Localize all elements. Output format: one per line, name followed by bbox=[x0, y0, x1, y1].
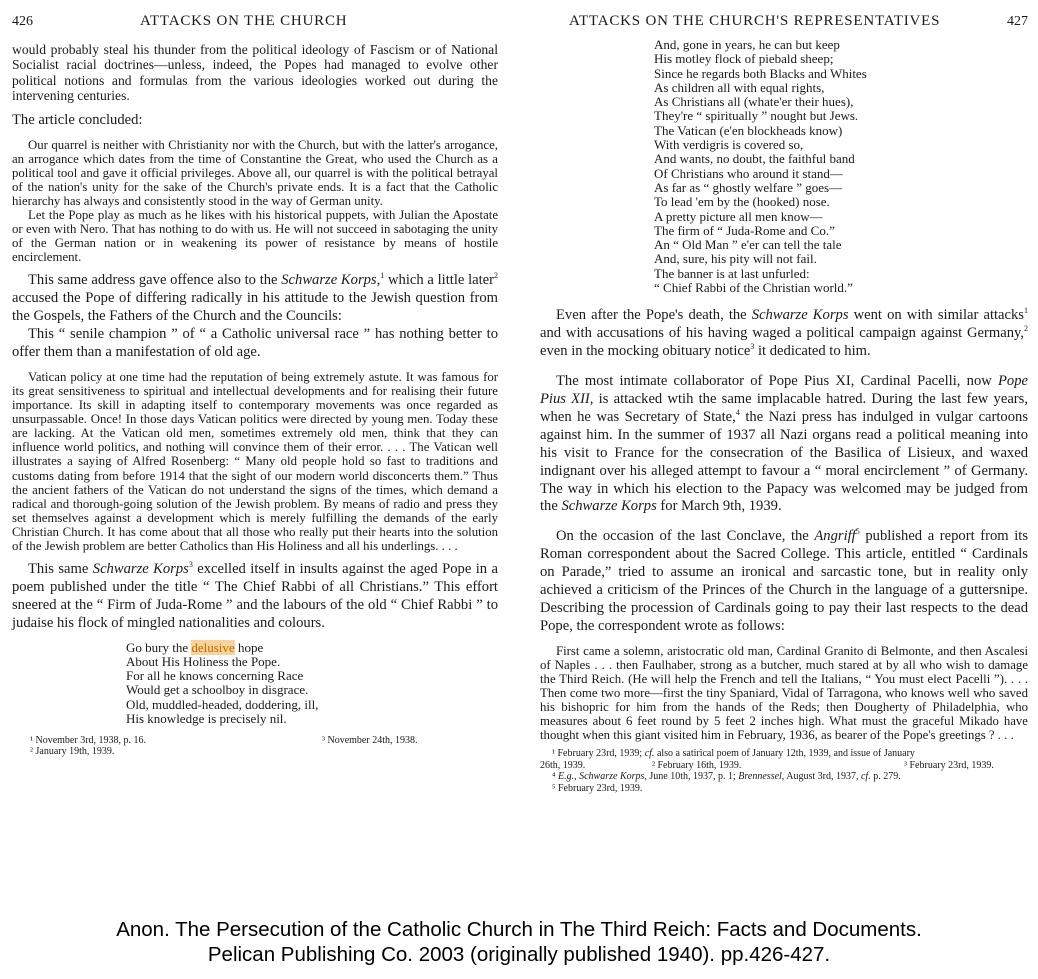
footnote-1: ¹ November 3rd, 1938, p. 16. bbox=[30, 734, 147, 746]
left-page bbox=[12, 8, 498, 758]
left-footnotes bbox=[12, 735, 498, 758]
poem-line: An “ Old Man ” e'er can tell the tale bbox=[654, 237, 842, 253]
poem-line: Since he regards both Blacks and Whites bbox=[654, 65, 867, 81]
right-paragraph-1: Even after the Pope's death, the Schwarze Korps went on with similar attacks$^1$ and with accusations of his having waged a political campaign against Germany,$^2$ even in the mocking obituary notice$^3$ it dedicated to him. bbox=[540, 306, 1028, 360]
poem-line: And, gone in years, he can but keep bbox=[654, 37, 840, 52]
footnote-1: ¹ February 23rd, 1939; cf. also a satirical poem of January 12th, 1939, and issue of January bbox=[552, 748, 915, 760]
footnote-2: ² January 19th, 1939. bbox=[30, 746, 115, 758]
right-poem bbox=[654, 38, 1028, 295]
poem-line: As children all with equal rights, bbox=[654, 79, 825, 95]
poem-line: As Christians all (whate'er their hues), bbox=[654, 94, 854, 110]
poem-line: Would get a schoolboy in disgrace. bbox=[126, 682, 309, 698]
left-running-head bbox=[12, 8, 498, 32]
poem-line: A pretty picture all men know— bbox=[654, 208, 823, 224]
footnote-3: ³ February 23rd, 1939. bbox=[904, 759, 994, 771]
left-quote-2: Let the Pope play as much as he likes with his historical puppets, with Julian the Apostate or even with Nero. That has nothing to do with us. He will not succeed in sabotaging the unity of the German nation or in weakening its power of resistance by means of hostile encirclement. bbox=[12, 208, 498, 265]
footnote-5: ⁵ February 23rd, 1939. bbox=[552, 782, 643, 794]
poem-line: Old, muddled-headed, doddering, ill, bbox=[126, 696, 319, 712]
left-poem bbox=[126, 641, 498, 726]
footnote-4: ⁴ E.g., Schwarze Korps, June 10th, 1937, p. 1; Brennessel, August 3rd, 1937, cf. p. 279. bbox=[552, 771, 901, 783]
poem-line: With verdigris is covered so, bbox=[654, 137, 804, 153]
right-quote-1: First came a solemn, aristocratic old man, Cardinal Granito di Belmonte, and then Ascalesi of Naples . . . then Faulhaber, strong as a butcher, much stared at by all who wish to damage the Third Reich. (He will help the French and tell the Italians, “ You must elect Pacelli ”). . . . Then come two more—first the tiny Spaniard, Vidal of Tarragona, who knows well who saved his bishopric for him from the hands of the Reds; then Dougherty of Philadelphia, who measures about 6 feet round by 5 feet 2 inches high. What must the graceful Mikado have thought when this giant visited him in February, 1936, as bearer of the Pope's greetings ? . . . bbox=[540, 643, 1028, 743]
right-paragraph-2: The most intimate collaborator of Pope Pius XI, Cardinal Pacelli, now Pope Pius XII, is attacked wtih the same implacable hatred. During the last few years, when he was Secretary of State,$^4$ the Nazi press has indulged in vulgar cartoons against him. In the summer of 1937 all Nazi organs read a political meaning into his visit to France for the consecration of the Basilica of Lisieux, and waxed indignant over his alleged attempt to favour a “ moral encirclement ” of Germany. The way in which his election to the Papacy was welcomed may be judged from the Schwarze Korps for March 9th, 1939. bbox=[540, 373, 1029, 515]
left-paragraph-2: The article concluded: bbox=[12, 111, 143, 128]
highlighted-word: delusive bbox=[191, 639, 235, 655]
caption-line-2: Pelican Publishing Co. 2003 (originally published 1940). pp.426-427. bbox=[207, 943, 831, 966]
right-page bbox=[540, 8, 1028, 794]
poem-line: About His Holiness the Pope. bbox=[126, 653, 281, 669]
poem-line: For all he knows concerning Race bbox=[126, 668, 304, 684]
citation-caption bbox=[0, 917, 1038, 967]
right-footnotes: ¹ February 23rd, 1939; cf. also a satirical poem of January 12th, 1939, and issue of January 26th, 1939. ² February 16th, 1939. ³ February 23rd, 1939. ⁴ E.g., Schwarze Korps, June 10th, 1937, p. 1; Brennessel, August 3rd, 1937, cf. p. 279. ⁵ February 23rd, 1939. bbox=[540, 748, 1028, 794]
left-paragraph-3: This same address gave offence also to the Schwarze Korps,$^1$ which a little later$^2$ accused the Pope of differing radically in his attitude to the Jewish question from the Gospels, the Fathers of the Church and the Councils: bbox=[12, 271, 498, 325]
poem-line: And, sure, his pity will not fail. bbox=[654, 251, 817, 267]
poem-line: As far as “ ghostly welfare ” goes— bbox=[654, 179, 843, 195]
poem-line: “ Chief Rabbi of the Christian world.” bbox=[654, 280, 853, 296]
left-page-number: 426 bbox=[12, 14, 33, 29]
poem-line: The banner is at last unfurled: bbox=[654, 265, 810, 281]
poem-line: They're “ spiritually ” nought but Jews. bbox=[654, 108, 859, 124]
left-quote-1: Our quarrel is neither with Christianity nor with the Church, but with the latter's arrogance, an arrogance which dates from the time of Constantine the Great, who used the Church as a political tool and gave it official privileges. Above all, our quarrel is with the political betrayal of the nation's unity for the sake of the Church's private ends. It is a fact that the Catholic hierarchy has always and consistently stood in the way of German unity. bbox=[12, 137, 498, 208]
right-page-number: 427 bbox=[1007, 14, 1028, 29]
right-running-title: ATTACKS ON THE CHURCH'S REPRESENTATIVES bbox=[569, 13, 941, 29]
poem-line: To lead 'em by the (hooked) nose. bbox=[654, 194, 830, 210]
left-paragraph-1: would probably steal his thunder from the political ideology of Fascism or of National Socialist racial doctrines—unless, indeed, the Popes had managed to evolve other political notions and formulas from the various ideologies worked out during the intervening centuries. bbox=[12, 42, 498, 104]
right-paragraph-3: On the occasion of the last Conclave, the Angriff$^5$ published a report from its Roman correspondent about the Sacred College. This article, entitled “ Cardinals on Parade,” tried to assume an ironical and sarcastic tone, but in reality only achieved a criticism of the Princes of the Church in the language of a guttersnipe. Describing the procession of Cardinals going to pay their last respects to the dead Pope, the correspondent wrote as follows: bbox=[540, 527, 1028, 634]
poem-line: The firm of “ Juda-Rome and Co.” bbox=[654, 222, 835, 238]
poem-line: The Vatican (e'en blockheads know) bbox=[654, 122, 843, 138]
poem-line: His motley flock of piebald sheep; bbox=[654, 51, 834, 67]
left-paragraph-5: This same Schwarze Korps$^3$ excelled itself in insults against the aged Pope in a poem published under the title “ The Chief Rabbi of all Christians.” This effort sneered at the “ Firm of Juda-Rome ” and the labours of the old “ Chief Rabbi ” to judaise his flock of mingled nationalities and colours. bbox=[12, 560, 498, 631]
right-running-head bbox=[540, 8, 1028, 32]
caption-line-1: Anon. The Persecution of the Catholic Church in The Third Reich: Facts and Documents. bbox=[116, 918, 922, 941]
footnote-2: ² February 16th, 1939. bbox=[652, 759, 742, 771]
poem-line: And wants, no doubt, the faithful band bbox=[654, 151, 855, 167]
footnote-3: ³ November 24th, 1938. bbox=[322, 734, 418, 746]
left-paragraph-4: This “ senile champion ” of “ a Catholic universal race ” has nothing better to offer them than a manifestation of old age. bbox=[12, 326, 498, 360]
poem-line: Of Christians who around it stand— bbox=[654, 165, 843, 181]
poem-line: Go bury the delusive hope bbox=[126, 639, 264, 655]
left-quote-3: Vatican policy at one time had the reputation of being extremely astute. It was famous for its great sensitiveness to spiritual and intellectual developments and for realising their future importance. Its skill in adapting itself to contemporary movements was once regarded as unsurpassable. Once! In those days Vatican politics were directed by young men. Today these are lacking. At the Vatican old men, sometimes extremely old men, think that they can influence world politics, and nothing will convince them of their error. . . . The Vatican well illustrates a saying of Alfred Rosenberg: “ Many old people hold so fast to traditions and customs dating from before 1914 that the sight of our modern world disconcerts them.” Thus the ancient fathers of the Vatican do not understand the signs of the times, which demand a radical and thorough-going solution of the Jewish problem. By means of radio and press they set themselves against a development which is merely fulfilling the demands of the early Christian Church. It has come about that all those who really put their hearts into the solution of the Jewish problem are better Catholics than His Holiness and all his underlings. . . . bbox=[12, 369, 498, 554]
poem-line: His knowledge is precisely nil. bbox=[126, 710, 287, 726]
left-running-title: ATTACKS ON THE CHURCH bbox=[140, 13, 348, 29]
